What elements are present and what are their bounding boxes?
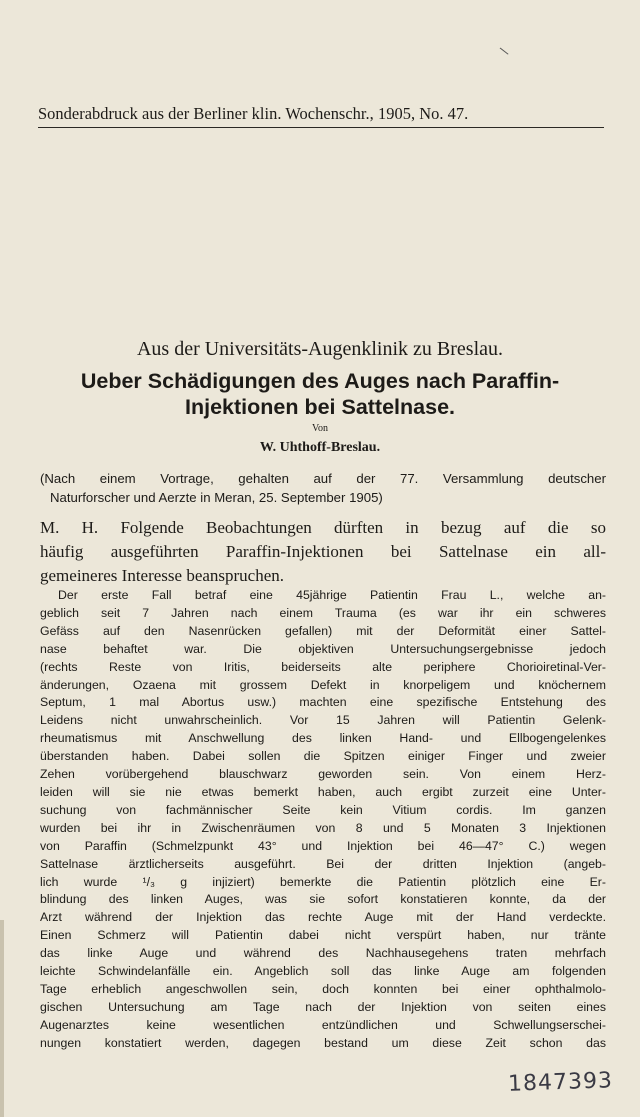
body-line: das linke Auge und während des Nachhausegehens traten mehrfach (40, 946, 606, 961)
note-line: (Nach einem Vortrage, gehalten auf der 77. Versammlung deutscher (40, 471, 606, 486)
body-line: änderungen, Ozaena mit grossem Defekt in knorpeligem und knöchernem (40, 677, 606, 692)
body-line: geblich seit 7 Jahren nach einem Trauma (es war ihr ein schweres (40, 605, 606, 620)
body-line: Arzt während der Injektion das rechte Auge mit der Hand verdeckte. (40, 910, 606, 925)
body-line: (rechts Reste von Iritis, beiderseits alte periphere Chorioiretinal-Ver- (40, 659, 606, 674)
body-line: Sattelnase ärztlicherseits ausgeführt. Bei der dritten Injektion (angeb- (40, 856, 606, 871)
intro-line: gemeineres Interesse beanspruchen. (40, 566, 285, 585)
body-line: Zehen vorübergehend blauschwarz geworden sein. Von einem Herz- (40, 767, 606, 782)
note-line: Naturforscher und Aerzte in Meran, 25. September 1905) (50, 490, 383, 505)
body-line: blindung des linken Auges, was sie sofort konstatieren konnte, da der (40, 892, 606, 907)
reprint-header: Sonderabdruck aus der Berliner klin. Wochenschr., 1905, No. 47. (38, 104, 469, 123)
case-paragraph (40, 587, 606, 1053)
handwritten-catalog-number: 1847393 (507, 1068, 614, 1097)
title-line: Ueber Schädigungen des Auges nach Paraffin- (80, 369, 560, 393)
intro-paragraph (40, 516, 606, 588)
corner-mark: \ (498, 44, 510, 58)
clinic-line: Aus der Universitäts-Augenklinik zu Breslau. (136, 338, 504, 360)
body-line: Einen Schmerz will Patientin dabei nicht verspürt haben, nur tränte (40, 928, 606, 943)
body-line: Septum, 1 mal Abortus usw.) machten eine spezifische Entstehung des (40, 695, 606, 710)
lecture-note (40, 469, 606, 507)
body-line: nungen konstatiert werden, dagegen bestand um diese Zeit schon das (40, 1035, 606, 1050)
body-line: überstanden haben. Dabei sollen die Spitzen einiger Finger und zweier (40, 749, 606, 764)
body-line: Augenarztes keine wesentlichen entzündlichen und Schwellungserschei- (40, 1017, 606, 1032)
byline-von: Von (312, 423, 328, 434)
body-line: Der erste Fall betraf eine 45jährige Patientin Frau L., welche an- (58, 588, 606, 602)
body-line: Leidens nicht unwahrscheinlich. Vor 15 Jahren will Patientin Gelenk- (40, 713, 606, 728)
body-line: suchung von fachmännischer Seite kein Vitium cordis. Im ganzen (40, 802, 606, 817)
author-name: W. Uhthoff-Breslau. (259, 440, 381, 455)
body-line: Tage erheblich angeschwollen sein, doch konnten bei einer ophthalmolo- (40, 981, 606, 996)
body-line: von Paraffin (Schmelzpunkt 43° und Injektion bei 46—47° C.) wegen (40, 838, 606, 853)
header-rule (38, 127, 604, 128)
intro-line: häufig ausgeführten Paraffin-Injektionen bei Sattelnase ein all- (40, 542, 606, 561)
body-line: wurden bei ihr in Zwischenräumen von 8 und 5 Monaten 3 Injektionen (40, 820, 606, 835)
body-line: leichte Schwindelanfälle ein. Angeblich soll das linke Auge am folgenden (40, 964, 606, 979)
article-title (0, 368, 640, 420)
intro-line: M. H. Folgende Beobachtungen dürften in bezug auf die so (40, 518, 606, 537)
body-line: Gefäss auf den Nasenrücken gefallen) mit der Deformität einer Sattel- (40, 623, 606, 638)
body-line: gischen Untersuchung am Tage nach der Injektion von seiten eines (40, 999, 606, 1014)
body-line: rheumatismus mit Anschwellung des linken Hand- und Ellbogengelenkes (40, 731, 606, 746)
body-line: nase behaftet war. Die objektiven Untersuchungsergebnisse jedoch (40, 641, 606, 656)
page-edge-shadow (0, 920, 4, 1117)
body-line: leiden will sie nie etwas bemerkt haben, auch ergibt zurzeit eine Unter- (40, 784, 606, 799)
title-line: Injektionen bei Sattelnase. (184, 395, 456, 419)
body-line: lich wurde ¹/₃ g injiziert) bemerkte die Patientin plötzlich eine Er- (40, 874, 606, 889)
